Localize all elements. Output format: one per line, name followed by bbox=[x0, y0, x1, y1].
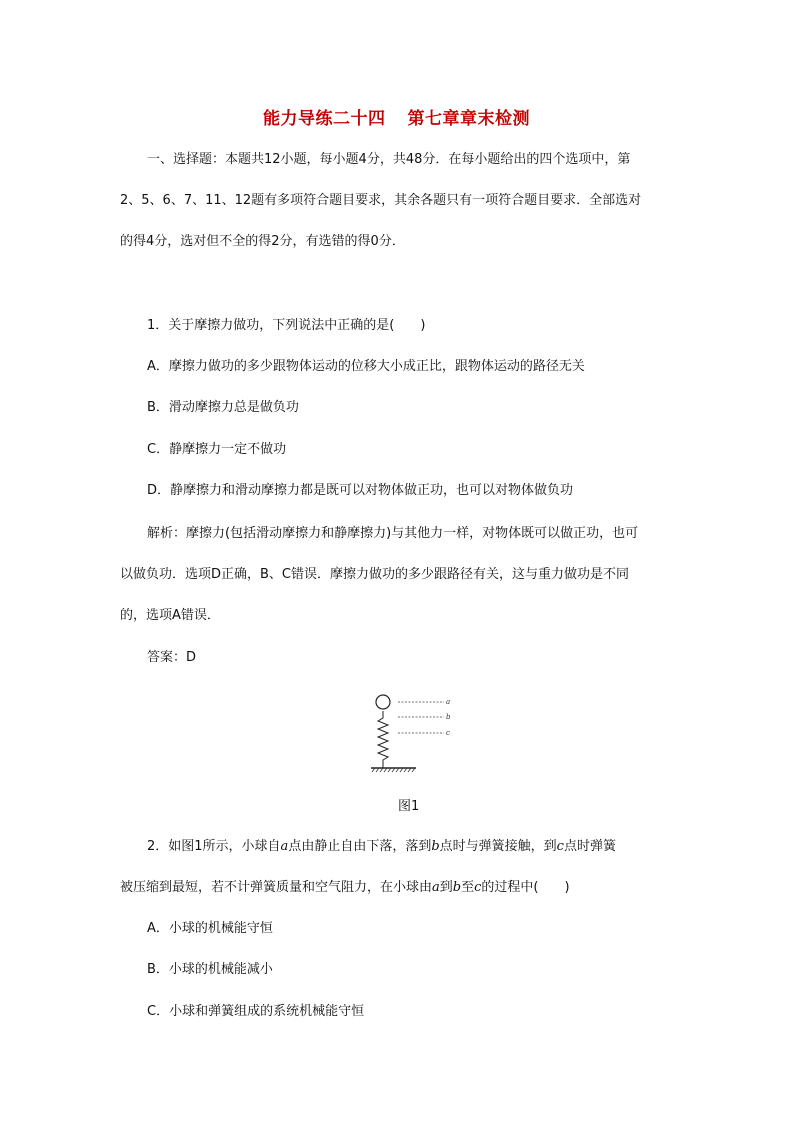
q2-option-c: C．小球和弹簧组成的系统机械能守恒 bbox=[147, 1004, 365, 1019]
intro-line-1: 一、选择题：本题共12小题，每小题4分，共48分．在每小题给出的四个选项中，第 bbox=[147, 152, 631, 167]
figure-spring-ball-diagram bbox=[366, 690, 466, 780]
q1-stem: 1．关于摩擦力做功，下列说法中正确的是( ) bbox=[147, 318, 426, 333]
level-b-label: b bbox=[446, 713, 451, 721]
q2-stem-text: 被压缩到最短，若不计弹簧质量和空气阻力，在小球由 bbox=[120, 880, 433, 895]
level-c-label: c bbox=[446, 729, 450, 737]
q2-var-a: a bbox=[280, 839, 289, 854]
page-title bbox=[0, 104, 793, 129]
q2-option-b: B．小球的机械能减小 bbox=[147, 962, 273, 977]
q2-stem-line-1 bbox=[147, 839, 616, 855]
q2-var-a: a bbox=[432, 880, 440, 895]
intro-line-2: 2、5、6、7、11、12题有多项符合题目要求，其余各题只有一项符合题目要求．全部选对 bbox=[120, 193, 642, 208]
q2-stem-text: 至 bbox=[461, 880, 475, 895]
q2-var-b: b bbox=[452, 880, 462, 895]
q2-stem-text: 到 bbox=[439, 880, 453, 895]
q2-stem-text: 的过程中( ) bbox=[481, 880, 570, 895]
q1-answer: 答案：D bbox=[147, 650, 197, 665]
q2-stem-text: 2．如图1所示，小球自 bbox=[147, 839, 281, 854]
spring bbox=[378, 711, 388, 768]
q1-analysis-line-2: 以做负功．选项D正确，B、C错误．摩擦力做功的多少跟路径有关，这与重力做功是不同 bbox=[120, 567, 630, 582]
q2-stem-text: 点时与弹簧接触，到 bbox=[439, 839, 557, 854]
q1-analysis-line-3: 的，选项A错误． bbox=[120, 608, 220, 623]
q1-analysis-line-1: 解析：摩擦力(包括滑动摩擦力和静摩擦力)与其他力一样，对物体既可以做正功，也可 bbox=[147, 526, 639, 541]
q2-stem-text: 点时弹簧 bbox=[563, 839, 616, 854]
intro-line-3: 的得4分，选对但不全的得2分，有选错的得0分． bbox=[120, 234, 405, 249]
level-a-label: a bbox=[446, 698, 451, 706]
ball bbox=[376, 695, 390, 709]
title-part1: 能力导练二十四 bbox=[263, 109, 386, 129]
q1-option-c: C．静摩擦力一定不做功 bbox=[147, 442, 287, 457]
q2-option-a: A．小球的机械能守恒 bbox=[147, 921, 273, 936]
q2-var-c: c bbox=[474, 880, 482, 895]
q2-stem-text: 点由静止自由下落，落到 bbox=[288, 839, 432, 854]
q2-var-b: b bbox=[431, 839, 440, 854]
title-part2: 第七章章末检测 bbox=[407, 109, 530, 129]
figure-caption: 图1 bbox=[398, 799, 420, 814]
q1-option-b: B．滑动摩擦力总是做负功 bbox=[147, 400, 299, 415]
q2-stem-line-2 bbox=[120, 880, 570, 896]
q1-option-a: A．摩擦力做功的多少跟物体运动的位移大小成正比，跟物体运动的路径无关 bbox=[147, 359, 585, 374]
q1-option-d: D．静摩擦力和滑动摩擦力都是既可以对物体做正功，也可以对物体做负功 bbox=[147, 483, 574, 498]
q2-var-c: c bbox=[556, 839, 564, 854]
